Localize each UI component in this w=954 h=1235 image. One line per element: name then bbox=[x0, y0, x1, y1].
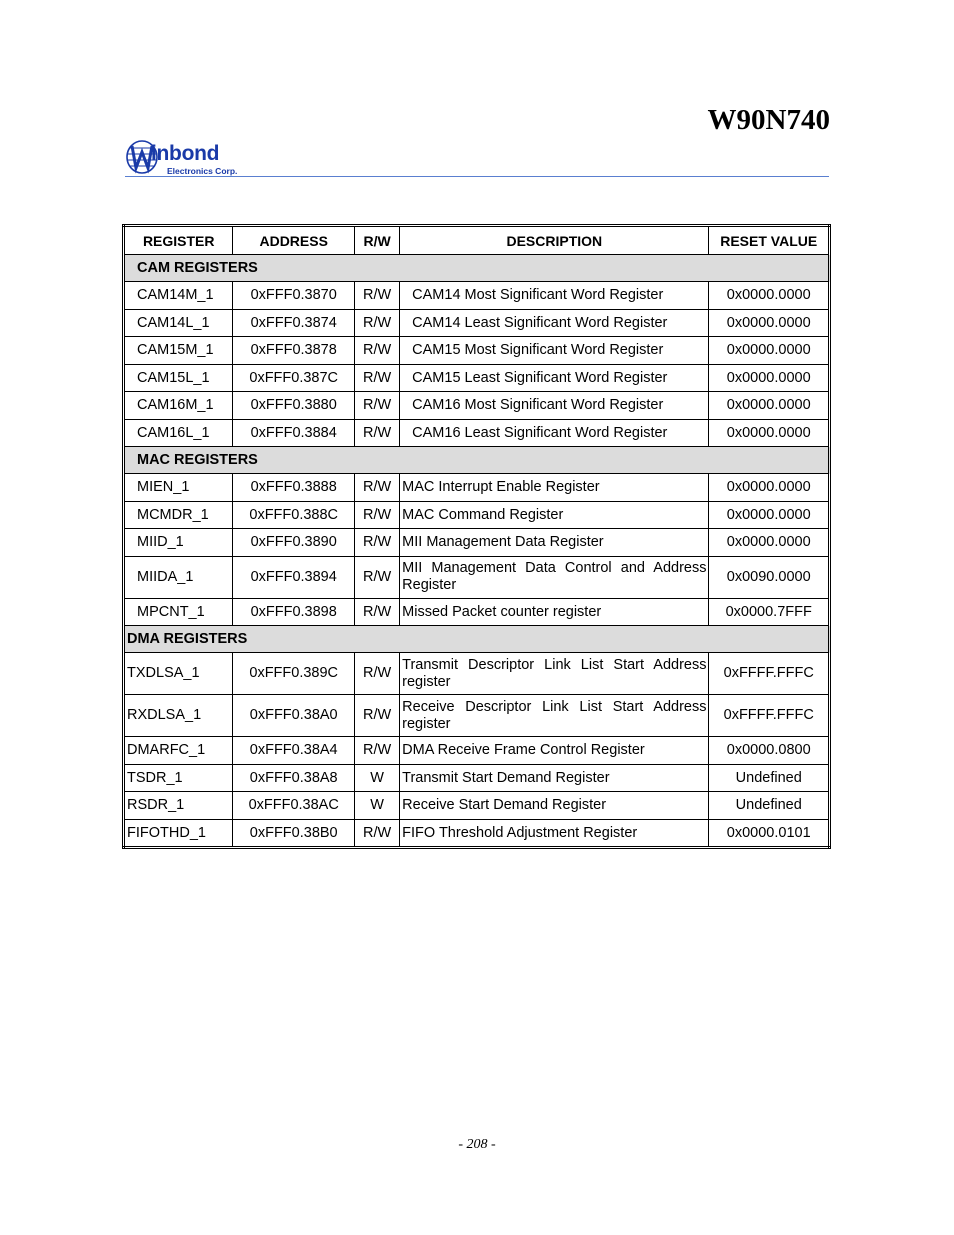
table-row bbox=[124, 556, 830, 598]
register-address: 0xFFF0.38B0 bbox=[233, 819, 355, 848]
register-description: MAC Command Register bbox=[400, 501, 709, 529]
register-access: R/W bbox=[354, 501, 399, 529]
register-access: W bbox=[354, 764, 399, 792]
register-name: MIIDA_1 bbox=[124, 556, 233, 598]
register-address: 0xFFF0.38A0 bbox=[233, 695, 355, 737]
table-row bbox=[124, 392, 830, 420]
register-reset-value: 0x0000.0000 bbox=[709, 392, 830, 420]
register-name: RXDLSA_1 bbox=[124, 695, 233, 737]
register-access: R/W bbox=[354, 337, 399, 365]
register-name: MIID_1 bbox=[124, 529, 233, 557]
register-address: 0xFFF0.3888 bbox=[233, 474, 355, 502]
register-reset-value: 0x0000.0000 bbox=[709, 364, 830, 392]
register-description: Transmit Descriptor Link List Start Address register bbox=[400, 653, 709, 695]
register-reset-value: 0xFFFF.FFFC bbox=[709, 653, 830, 695]
section-row-dma bbox=[124, 626, 830, 653]
register-address: 0xFFF0.38A8 bbox=[233, 764, 355, 792]
register-description: DMA Receive Frame Control Register bbox=[400, 737, 709, 765]
section-title: DMA REGISTERS bbox=[124, 626, 830, 653]
register-address: 0xFFF0.3880 bbox=[233, 392, 355, 420]
column-header-address: ADDRESS bbox=[233, 226, 355, 255]
table-row bbox=[124, 819, 830, 848]
register-reset-value: 0x0000.0000 bbox=[709, 419, 830, 447]
table-row bbox=[124, 764, 830, 792]
register-address: 0xFFF0.387C bbox=[233, 364, 355, 392]
register-description: CAM15 Most Significant Word Register bbox=[400, 337, 709, 365]
table-header-row bbox=[124, 226, 830, 255]
register-description: MAC Interrupt Enable Register bbox=[400, 474, 709, 502]
register-name: RSDR_1 bbox=[124, 792, 233, 820]
register-name: MCMDR_1 bbox=[124, 501, 233, 529]
register-reset-value: 0x0000.0000 bbox=[709, 337, 830, 365]
register-name: TSDR_1 bbox=[124, 764, 233, 792]
logo-wordmark: inbond bbox=[151, 142, 220, 165]
table-row bbox=[124, 282, 830, 310]
register-access: R/W bbox=[354, 529, 399, 557]
header-rule bbox=[125, 176, 829, 177]
register-reset-value: 0x0000.0800 bbox=[709, 737, 830, 765]
register-name: DMARFC_1 bbox=[124, 737, 233, 765]
register-name: CAM14M_1 bbox=[124, 282, 233, 310]
register-name: TXDLSA_1 bbox=[124, 653, 233, 695]
table-row bbox=[124, 695, 830, 737]
register-reset-value: 0xFFFF.FFFC bbox=[709, 695, 830, 737]
table-row bbox=[124, 501, 830, 529]
register-access: R/W bbox=[354, 819, 399, 848]
register-name: CAM16M_1 bbox=[124, 392, 233, 420]
register-description: Missed Packet counter register bbox=[400, 598, 709, 626]
register-description: CAM14 Most Significant Word Register bbox=[400, 282, 709, 310]
register-address: 0xFFF0.3898 bbox=[233, 598, 355, 626]
register-access: R/W bbox=[354, 556, 399, 598]
table-row bbox=[124, 529, 830, 557]
register-name: CAM15M_1 bbox=[124, 337, 233, 365]
register-address: 0xFFF0.38AC bbox=[233, 792, 355, 820]
register-address: 0xFFF0.38A4 bbox=[233, 737, 355, 765]
register-description: Transmit Start Demand Register bbox=[400, 764, 709, 792]
table-row bbox=[124, 419, 830, 447]
logo-subtitle: Electronics Corp. bbox=[167, 166, 238, 176]
register-description: Receive Start Demand Register bbox=[400, 792, 709, 820]
column-header-reset-value: RESET VALUE bbox=[709, 226, 830, 255]
register-reset-value: 0x0000.7FFF bbox=[709, 598, 830, 626]
register-access: R/W bbox=[354, 282, 399, 310]
page-number: - 208 - bbox=[458, 1137, 496, 1152]
register-reset-value: 0x0090.0000 bbox=[709, 556, 830, 598]
register-description: MII Management Data Control and Address Register bbox=[400, 556, 709, 598]
register-reset-value: 0x0000.0000 bbox=[709, 309, 830, 337]
register-reset-value: Undefined bbox=[709, 792, 830, 820]
register-access: R/W bbox=[354, 653, 399, 695]
register-description: FIFO Threshold Adjustment Register bbox=[400, 819, 709, 848]
column-header-register: REGISTER bbox=[124, 226, 233, 255]
register-reset-value: Undefined bbox=[709, 764, 830, 792]
register-access: R/W bbox=[354, 737, 399, 765]
register-address: 0xFFF0.3874 bbox=[233, 309, 355, 337]
register-name: FIFOTHD_1 bbox=[124, 819, 233, 848]
section-title: MAC REGISTERS bbox=[124, 447, 830, 474]
register-reset-value: 0x0000.0000 bbox=[709, 529, 830, 557]
register-table bbox=[122, 224, 831, 849]
register-access: R/W bbox=[354, 419, 399, 447]
table-row bbox=[124, 364, 830, 392]
table-row bbox=[124, 792, 830, 820]
register-address: 0xFFF0.3878 bbox=[233, 337, 355, 365]
table-row bbox=[124, 653, 830, 695]
section-title: CAM REGISTERS bbox=[124, 255, 830, 282]
column-header-rw: R/W bbox=[354, 226, 399, 255]
register-access: R/W bbox=[354, 695, 399, 737]
register-access: W bbox=[354, 792, 399, 820]
section-row-cam bbox=[124, 255, 830, 282]
register-table-container bbox=[122, 224, 831, 849]
register-access: R/W bbox=[354, 309, 399, 337]
table-row bbox=[124, 737, 830, 765]
register-reset-value: 0x0000.0000 bbox=[709, 474, 830, 502]
section-row-mac bbox=[124, 447, 830, 474]
register-description: CAM16 Most Significant Word Register bbox=[400, 392, 709, 420]
register-description: CAM15 Least Significant Word Register bbox=[400, 364, 709, 392]
register-access: R/W bbox=[354, 364, 399, 392]
register-address: 0xFFF0.389C bbox=[233, 653, 355, 695]
register-address: 0xFFF0.388C bbox=[233, 501, 355, 529]
table-row bbox=[124, 337, 830, 365]
register-name: CAM14L_1 bbox=[124, 309, 233, 337]
register-description: Receive Descriptor Link List Start Address register bbox=[400, 695, 709, 737]
register-reset-value: 0x0000.0000 bbox=[709, 501, 830, 529]
register-name: MPCNT_1 bbox=[124, 598, 233, 626]
register-description: CAM16 Least Significant Word Register bbox=[400, 419, 709, 447]
winbond-logo bbox=[125, 138, 265, 180]
register-access: R/W bbox=[354, 598, 399, 626]
register-address: 0xFFF0.3894 bbox=[233, 556, 355, 598]
register-description: CAM14 Least Significant Word Register bbox=[400, 309, 709, 337]
register-reset-value: 0x0000.0101 bbox=[709, 819, 830, 848]
register-name: MIEN_1 bbox=[124, 474, 233, 502]
document-title: W90N740 bbox=[707, 104, 830, 136]
table-row bbox=[124, 309, 830, 337]
register-name: CAM16L_1 bbox=[124, 419, 233, 447]
column-header-description: DESCRIPTION bbox=[400, 226, 709, 255]
register-reset-value: 0x0000.0000 bbox=[709, 282, 830, 310]
register-access: R/W bbox=[354, 474, 399, 502]
table-row bbox=[124, 474, 830, 502]
register-address: 0xFFF0.3884 bbox=[233, 419, 355, 447]
table-row bbox=[124, 598, 830, 626]
register-description: MII Management Data Register bbox=[400, 529, 709, 557]
register-address: 0xFFF0.3890 bbox=[233, 529, 355, 557]
register-address: 0xFFF0.3870 bbox=[233, 282, 355, 310]
register-name: CAM15L_1 bbox=[124, 364, 233, 392]
register-access: R/W bbox=[354, 392, 399, 420]
